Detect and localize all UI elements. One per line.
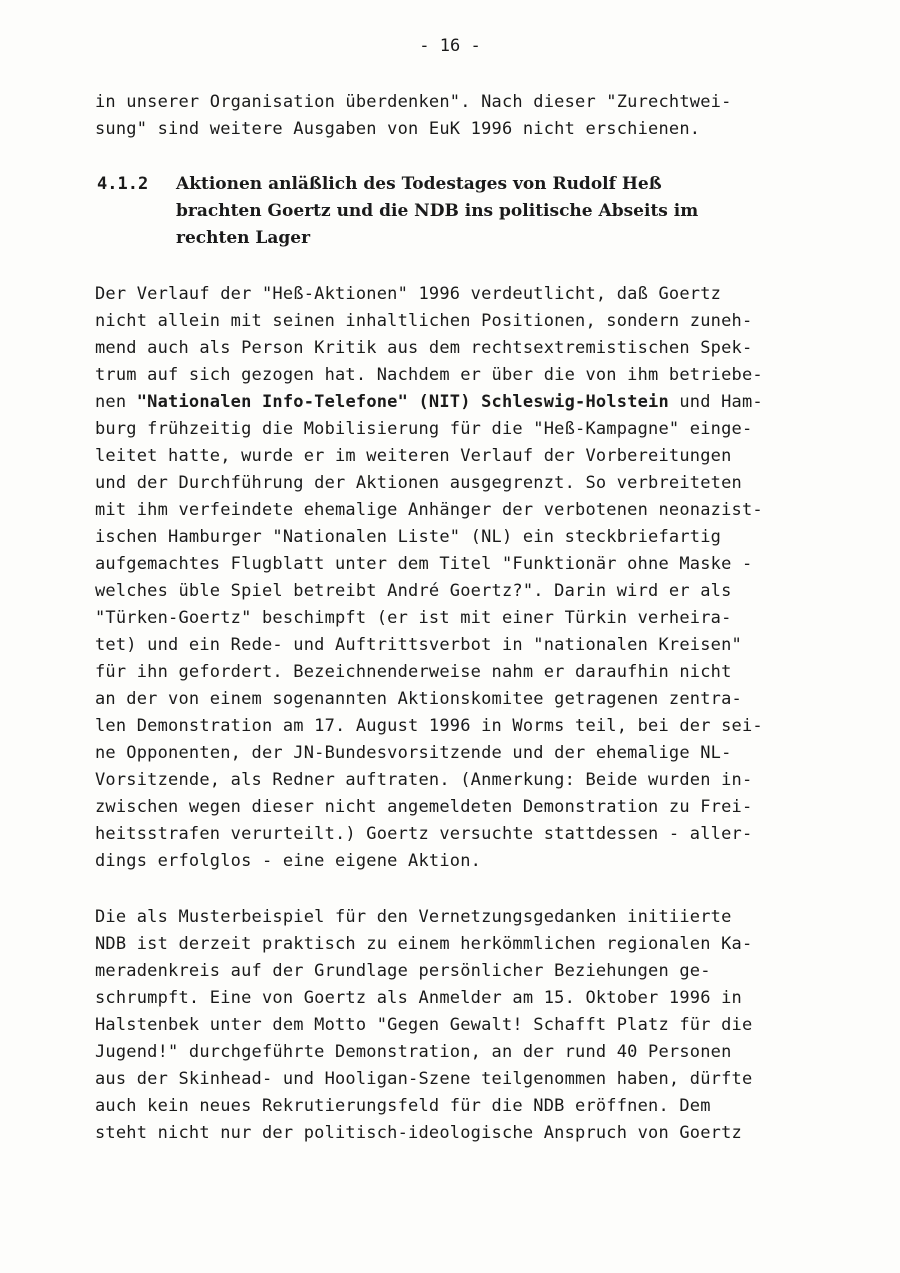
text-line: und der Durchführung der Aktionen ausgegrenzt. So verbreiteten xyxy=(95,473,742,493)
section-number: 4.1.2 xyxy=(97,174,149,194)
text-line: mit ihm verfeindete ehemalige Anhänger der verbotenen neonazist- xyxy=(95,500,763,520)
text-line: burg frühzeitig die Mobilisierung für die "Heß-Kampagne" einge- xyxy=(95,419,753,439)
text-line: sung" sind weitere Ausgaben von EuK 1996 nicht erschienen. xyxy=(95,119,701,139)
text-line: Halstenbek unter dem Motto "Gegen Gewalt! Schafft Platz für die xyxy=(95,1015,753,1035)
text-fragment: nen xyxy=(95,392,137,412)
text-line: "Türken-Goertz" beschimpft (er ist mit einer Türkin verheira- xyxy=(95,608,732,628)
text-line: ne Opponenten, der JN-Bundesvorsitzende und der ehemalige NL- xyxy=(95,743,732,763)
text-line: Die als Musterbeispiel für den Vernetzungsgedanken initiierte xyxy=(95,907,732,927)
section-title-line: brachten Goertz und die NDB ins politische Abseits im xyxy=(176,201,699,221)
text-line: aufgemachtes Flugblatt unter dem Titel "Funktionär ohne Maske - xyxy=(95,554,753,574)
text-line: Der Verlauf der "Heß-Aktionen" 1996 verdeutlicht, daß Goertz xyxy=(95,284,722,304)
text-line: nicht allein mit seinen inhaltlichen Positionen, sondern zuneh- xyxy=(95,311,753,331)
text-line: meradenkreis auf der Grundlage persönlicher Beziehungen ge- xyxy=(95,961,711,981)
text-line: steht nicht nur der politisch-ideologische Anspruch von Goertz xyxy=(95,1123,742,1143)
text-line: len Demonstration am 17. August 1996 in Worms teil, bei der sei- xyxy=(95,716,763,736)
text-line: für ihn gefordert. Bezeichnenderweise nahm er daraufhin nicht xyxy=(95,662,732,682)
text-line: dings erfolglos - eine eigene Aktion. xyxy=(95,851,482,871)
text-line: mend auch als Person Kritik aus dem rechtsextremistischen Spek- xyxy=(95,338,753,358)
text-line: leitet hatte, wurde er im weiteren Verlauf der Vorbereitungen xyxy=(95,446,732,466)
text-line-with-bold xyxy=(95,392,763,412)
text-line: auch kein neues Rekrutierungsfeld für die NDB eröffnen. Dem xyxy=(95,1096,711,1116)
text-line: ischen Hamburger "Nationalen Liste" (NL) ein steckbriefartig xyxy=(95,527,722,547)
section-title-line: rechten Lager xyxy=(176,228,311,248)
text-line: welches üble Spiel betreibt André Goertz?". Darin wird er als xyxy=(95,581,732,601)
text-line: trum auf sich gezogen hat. Nachdem er über die von ihm betriebe- xyxy=(95,365,763,385)
bold-term: "Nationalen Info-Telefone" (NIT) Schleswig-Holstein xyxy=(136,392,669,412)
text-line: an der von einem sogenannten Aktionskomitee getragenen zentra- xyxy=(95,689,742,709)
text-line: tet) und ein Rede- und Auftrittsverbot in "nationalen Kreisen" xyxy=(95,635,742,655)
page-number: - 16 - xyxy=(419,36,481,56)
text-line: schrumpft. Eine von Goertz als Anmelder am 15. Oktober 1996 in xyxy=(95,988,742,1008)
text-line: in unserer Organisation überdenken". Nach dieser "Zurechtwei- xyxy=(95,92,732,112)
text-fragment: und Ham- xyxy=(668,392,763,412)
text-line: aus der Skinhead- und Hooligan-Szene teilgenommen haben, dürfte xyxy=(95,1069,753,1089)
text-line: Vorsitzende, als Redner auftraten. (Anmerkung: Beide wurden in- xyxy=(95,770,753,790)
text-line: heitsstrafen verurteilt.) Goertz versuchte stattdessen - aller- xyxy=(95,824,753,844)
section-title-line: Aktionen anläßlich des Todestages von Rudolf Heß xyxy=(176,174,662,194)
text-line: zwischen wegen dieser nicht angemeldeten Demonstration zu Frei- xyxy=(95,797,753,817)
text-line: NDB ist derzeit praktisch zu einem herkömmlichen regionalen Ka- xyxy=(95,934,753,954)
text-line: Jugend!" durchgeführte Demonstration, an der rund 40 Personen xyxy=(95,1042,732,1062)
